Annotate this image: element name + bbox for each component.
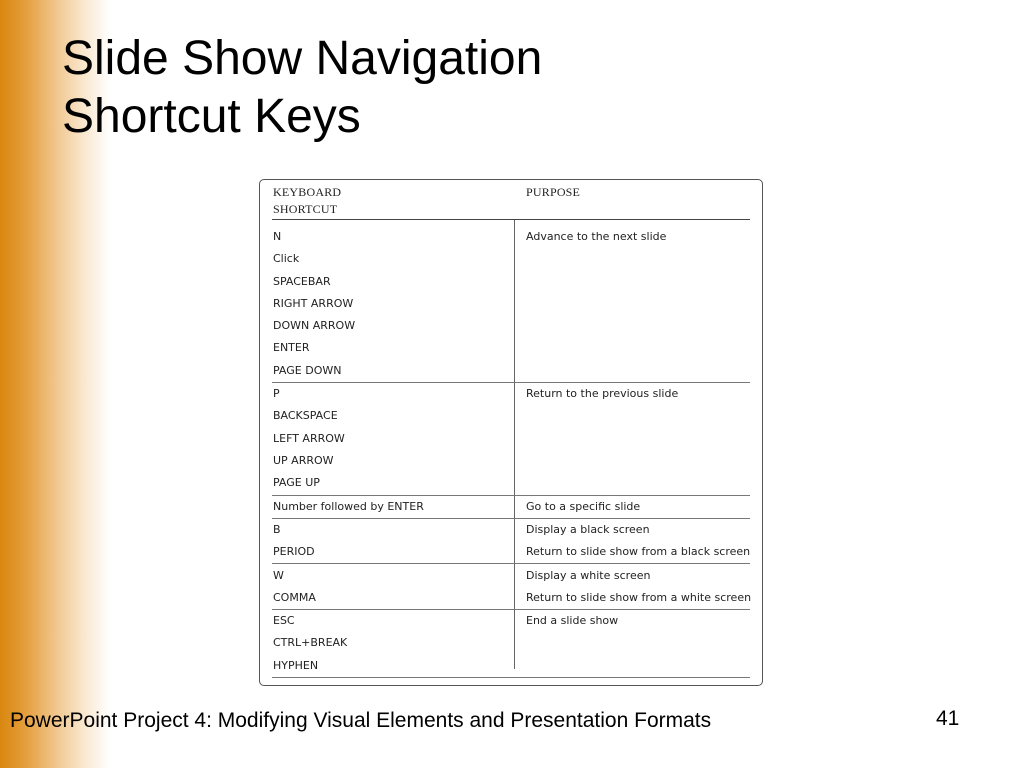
purpose-list	[526, 226, 666, 248]
footer-text: PowerPoint Project 4: Modifying Visual Elements and Presentation Formats	[10, 709, 712, 732]
shortcut-keys-list	[273, 565, 316, 610]
shortcut-key: ESC	[273, 614, 295, 628]
slide-title	[62, 30, 542, 146]
purpose-text: End a slide show	[526, 614, 619, 628]
shortcut-keys-list	[273, 610, 347, 677]
shortcut-key: N	[273, 230, 282, 243]
purpose-list	[526, 519, 750, 564]
shortcut-key: P	[273, 387, 280, 401]
shortcut-key: PERIOD	[273, 545, 315, 559]
purpose-text: Display a white screen	[526, 568, 651, 582]
slide-title-line-2: Shortcut Keys	[62, 90, 361, 143]
shortcut-key: Click	[273, 252, 300, 266]
page-number: 41	[936, 707, 960, 730]
shortcut-key: DOWN ARROW	[273, 319, 356, 333]
purpose-text: Return to the previous slide	[526, 387, 679, 401]
purpose-text: Display a black screen	[526, 522, 650, 536]
shortcut-key: CTRL+BREAK	[273, 636, 348, 650]
shortcut-keys-list	[273, 226, 355, 382]
header-rule	[272, 219, 750, 220]
shortcut-key: COMMA	[273, 590, 316, 604]
header-keyboard-line-1: KEYBOARD	[273, 185, 342, 199]
table-row-group	[260, 496, 762, 519]
purpose-list	[526, 496, 640, 518]
shortcut-key: RIGHT ARROW	[273, 296, 354, 310]
shortcut-keys-list	[273, 496, 424, 518]
header-keyboard-line-2: SHORTCUT	[273, 202, 338, 216]
purpose-text: Return to slide show from a white screen	[526, 590, 752, 604]
table-row-group	[260, 565, 762, 611]
table-row-group	[260, 226, 762, 383]
table-row-group	[260, 519, 762, 565]
shortcut-key: UP ARROW	[273, 453, 334, 467]
shortcut-key: PAGE DOWN	[273, 363, 342, 377]
shortcut-key: ENTER	[273, 341, 310, 355]
header-keyboard-shortcut	[273, 184, 341, 218]
table-header	[260, 180, 762, 220]
purpose-list	[526, 383, 678, 405]
purpose-text: Go to a specific slide	[526, 499, 641, 513]
shortcut-keys-list	[273, 383, 345, 494]
table-row-group	[260, 610, 762, 678]
shortcut-key: SPACEBAR	[273, 274, 331, 288]
header-purpose: PURPOSE	[526, 185, 581, 199]
shortcut-key: W	[273, 568, 284, 582]
purpose-text: Advance to the next slide	[526, 230, 667, 243]
row-group-rule	[272, 677, 750, 678]
purpose-list	[526, 565, 751, 610]
shortcut-key: BACKSPACE	[273, 409, 338, 423]
shortcut-key: HYPHEN	[273, 658, 319, 672]
table-row-group	[260, 383, 762, 496]
shortcut-key: Number followed by ENTER	[273, 499, 424, 513]
shortcut-table	[259, 179, 763, 686]
shortcut-keys-list	[273, 519, 315, 564]
shortcut-key: B	[273, 522, 281, 536]
shortcut-key: PAGE UP	[273, 476, 320, 490]
purpose-list	[526, 610, 618, 632]
slide-title-line-1: Slide Show Navigation	[62, 32, 543, 85]
purpose-text: Return to slide show from a black screen	[526, 545, 751, 559]
shortcut-key: LEFT ARROW	[273, 431, 345, 445]
